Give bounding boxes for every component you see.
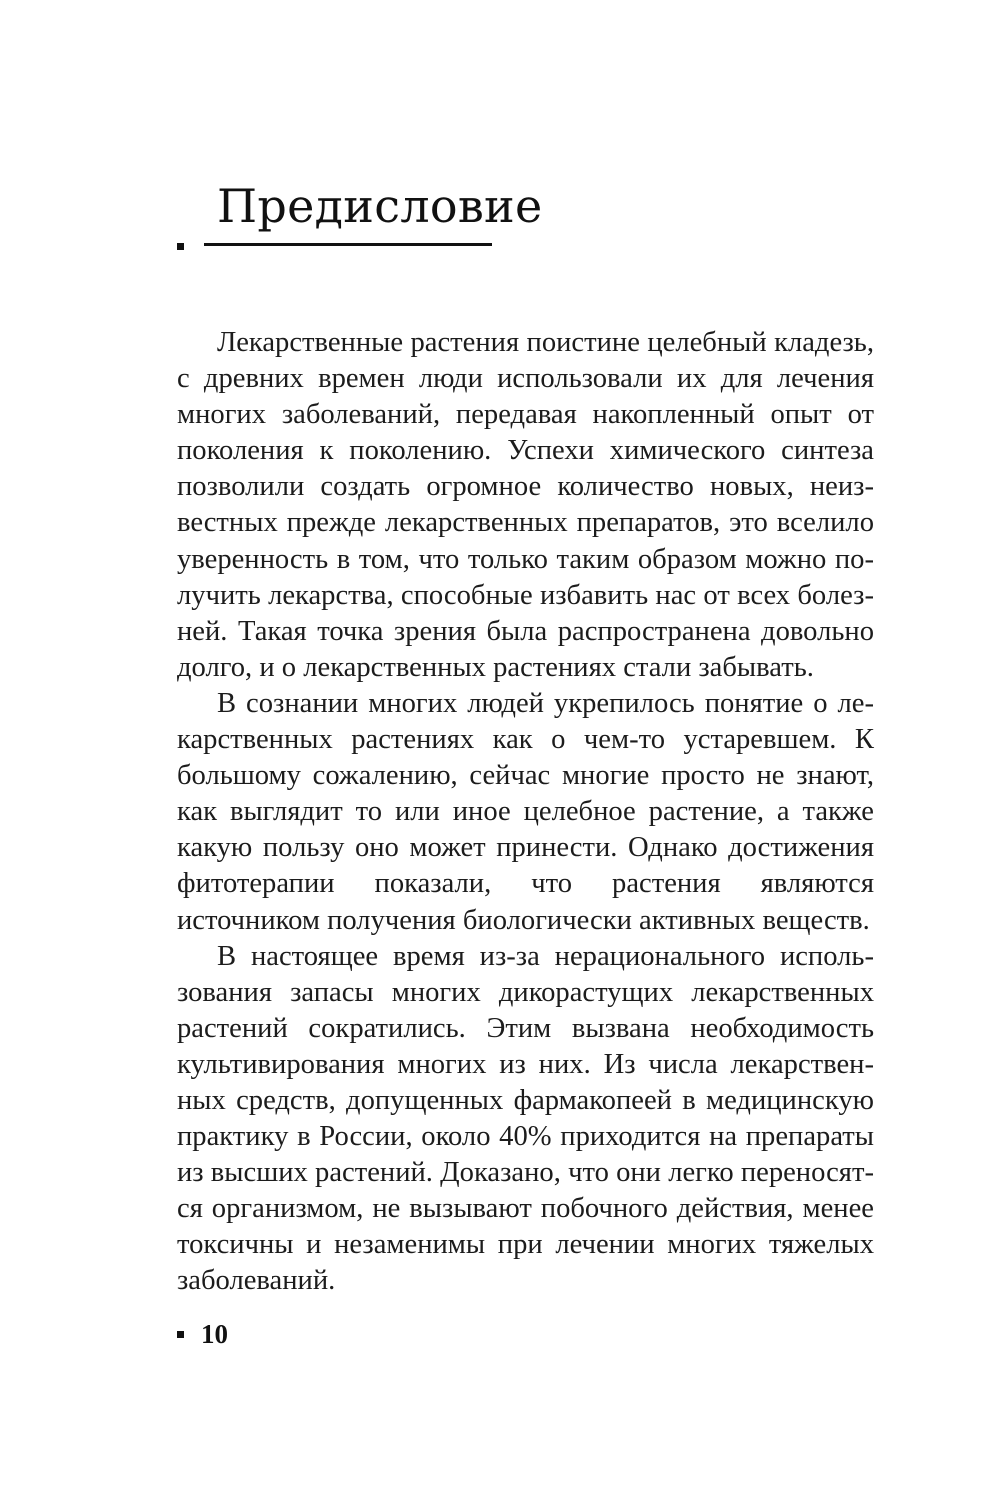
paragraph-2: В сознании многих людей укрепилось понятие о лекарственных растениях как о чем-то устаревшем. К большому сожалению, сейчас многие просто не знают, как выглядит то или иное целебное растение, а также какую пользу оно может принести. Однако достижения фитотерапии показали, что растения являются источником получения биологически активных веществ. <box>177 687 874 936</box>
paragraph-3: В настоящее время из-за нерационального использования запасы многих дикорастущих лекарственных растений сократились. Этим вызвана необходимость культивирования многих из них. Из числа лекарственных средств, допущенных фармакопеей в медицинскую практику в России, около 40% приходится на препараты из высших растений. Доказано, что они легко переносятся организмом, не вызывают побочного действия, менее токсичны и незаменимы при лечении многих тяжелых заболеваний. <box>177 940 874 1297</box>
body-text <box>177 325 874 1300</box>
paragraph-1: Лекарственные растения поистине целебный кладезь, с древних времен люди использовали их для лечения многих заболеваний, передавая накопленный опыт от поколения к поколению. Успехи химического синтеза позволили создать огромное количество новых, неизвестных прежде лекарственных препаратов, это вселило уверенность в том, что только таким образом можно получить лекарства, способные избавить нас от всех болезней. Такая точка зрения была распространена довольно долго, и о лекарственных растениях стали забывать. <box>177 327 874 683</box>
heading-bullet <box>177 243 184 250</box>
chapter-title: Предисловие <box>217 179 543 233</box>
footer-bullet <box>177 1331 184 1338</box>
page-number: 10 <box>201 1319 228 1349</box>
title-underline <box>204 243 492 246</box>
